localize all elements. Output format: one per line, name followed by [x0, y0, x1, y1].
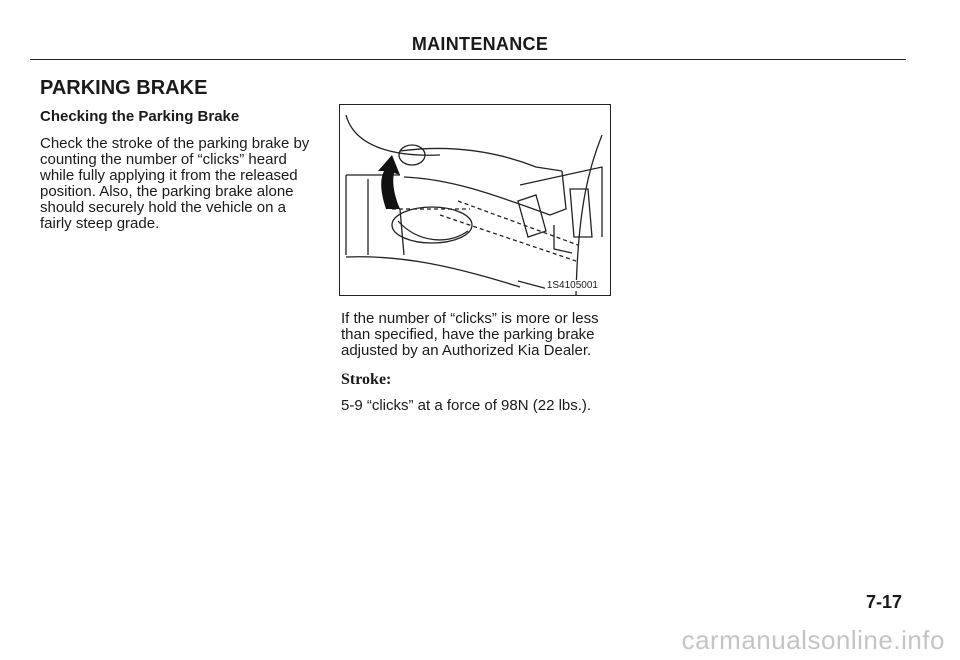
- section-title: PARKING BRAKE: [40, 77, 208, 99]
- header-divider: [30, 59, 906, 60]
- adjustment-paragraph: If the number of “clicks” is more or less than specified, have the parking brake adjusted by an Authorized Kia Dealer.: [341, 310, 599, 359]
- stroke-label: Stroke:: [341, 371, 392, 388]
- watermark-text: carmanualsonline.info: [681, 625, 945, 655]
- parking-brake-drawing: [340, 105, 612, 297]
- page-number: 7-17: [866, 592, 903, 612]
- page-header-title: MAINTENANCE: [411, 34, 549, 54]
- subsection-title: Checking the Parking Brake: [40, 108, 240, 125]
- instruction-paragraph: Check the stroke of the parking brake by counting the number of “clicks” heard while fully applying it from the released position. Also, the parking brake alone should securely hold the vehicle on a fairly steep grade.: [40, 135, 310, 232]
- parking-brake-illustration: [339, 104, 611, 296]
- stroke-value: 5-9 “clicks” at a force of 98N (22 lbs.).: [341, 397, 592, 414]
- figure-code-label: 1S4105001: [546, 280, 598, 291]
